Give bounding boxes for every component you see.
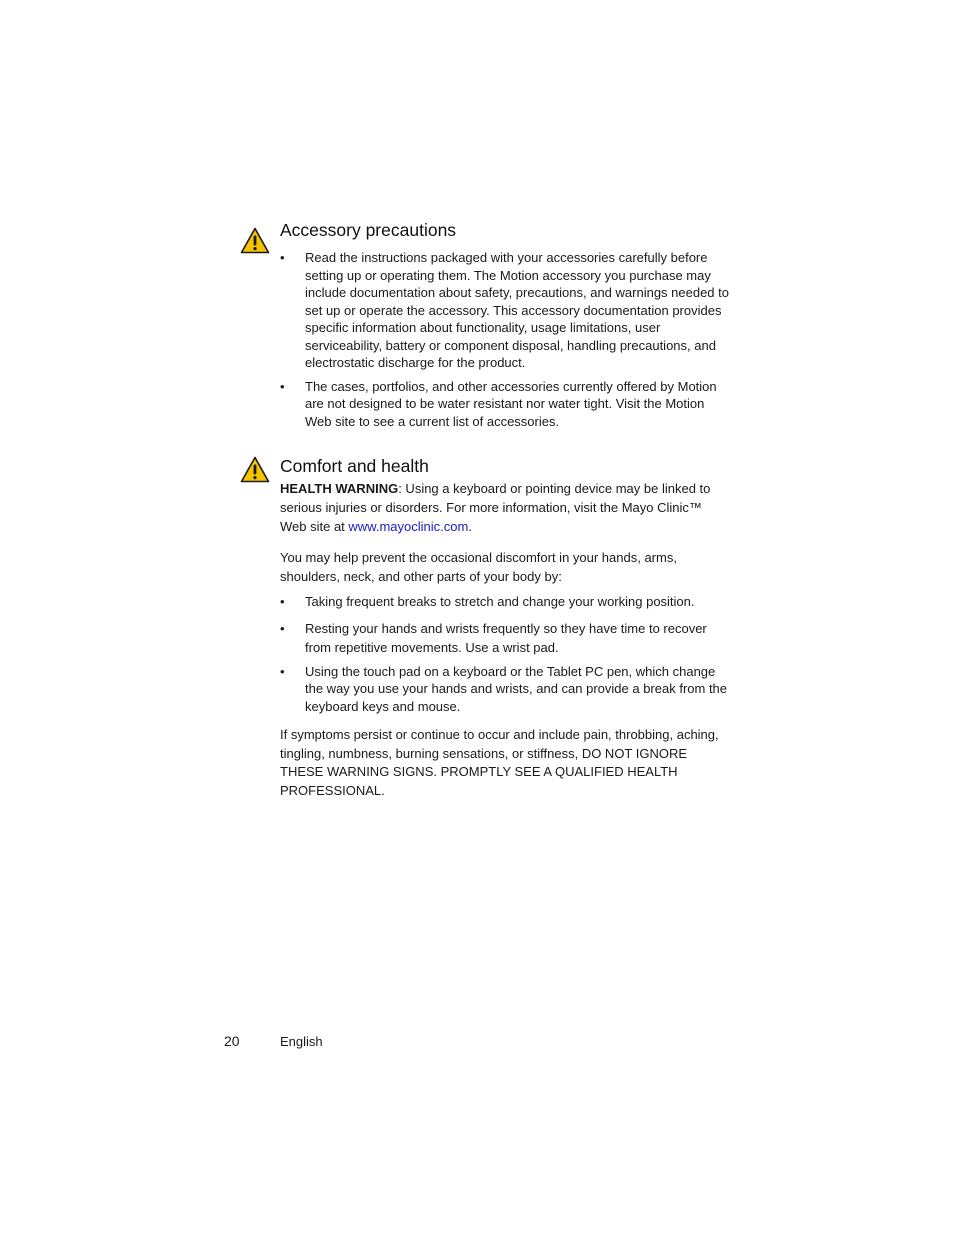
warning-triangle-icon — [240, 227, 270, 254]
bullet-marker: • — [280, 594, 285, 609]
footer-language: English — [280, 1034, 323, 1049]
accessory-precautions-heading: Accessory precautions — [280, 220, 457, 240]
health-warning-label: HEALTH WARNING — [280, 481, 399, 496]
health-warning-paragraph — [280, 479, 730, 536]
health-warning-text: : Using a keyboard or pointing device may be linked to serious injuries or disorders. For more information, visit the Mayo Clinic™ Web site at — [280, 481, 711, 534]
comfort-health-heading: Comfort and health — [280, 456, 429, 476]
bullet-marker: • — [280, 620, 285, 636]
closing-paragraph: If symptoms persist or continue to occur and include pain, throbbing, aching, tingling, numbness, burning sensations, or stiffness, DO NOT IGNORE THESE WARNING SIGNS. PROMPTLY SEE A QUALIFIED HEALTH PROFESSIONAL. — [280, 727, 719, 798]
bullet-text: Resting your hands and wrists frequently so they have time to recover from repetitive movements. Use a wrist pad. — [305, 620, 707, 655]
comfort-bullet-list — [280, 593, 730, 715]
list-item — [280, 249, 730, 372]
warning-triangle-icon — [240, 456, 270, 483]
bullet-marker: • — [280, 663, 285, 679]
bullet-text: Read the instructions packaged with your accessories carefully before setting up or operating them. The Motion accessory you purchase may include documentation about safety, precautions, and warnings needed to set up or operate the accessory. This accessory documentation provides specific information about functionality, usage limitations, user serviceability, battery or component disposal, handling precautions, and electrostatic discharge for the product. — [305, 250, 729, 370]
list-item — [280, 378, 730, 431]
bullet-text: Taking frequent breaks to stretch and change your working position. — [305, 594, 695, 609]
bullet-marker: • — [280, 250, 285, 265]
page-number: 20 — [224, 1033, 240, 1049]
bullet-text: Using the touch pad on a keyboard or the Tablet PC pen, which change the way you use your hands and wrists, and can provide a break from the keyboard keys and mouse. — [305, 663, 728, 714]
accessory-bullet-list — [280, 249, 730, 430]
health-warning-end: . — [468, 519, 472, 534]
bullet-text: The cases, portfolios, and other accessories currently offered by Motion are not designed to be water resistant nor water tight. Visit the Motion Web site to see a current list of accessories. — [305, 378, 717, 429]
intro-paragraph: You may help prevent the occasional discomfort in your hands, arms, shoulders, neck, and other parts of your body by: — [280, 550, 677, 584]
list-item — [280, 663, 730, 716]
list-item — [280, 593, 730, 611]
bullet-marker: • — [280, 378, 285, 394]
list-item — [280, 619, 730, 657]
mayo-clinic-link[interactable]: www.mayoclinic.com — [348, 519, 469, 534]
